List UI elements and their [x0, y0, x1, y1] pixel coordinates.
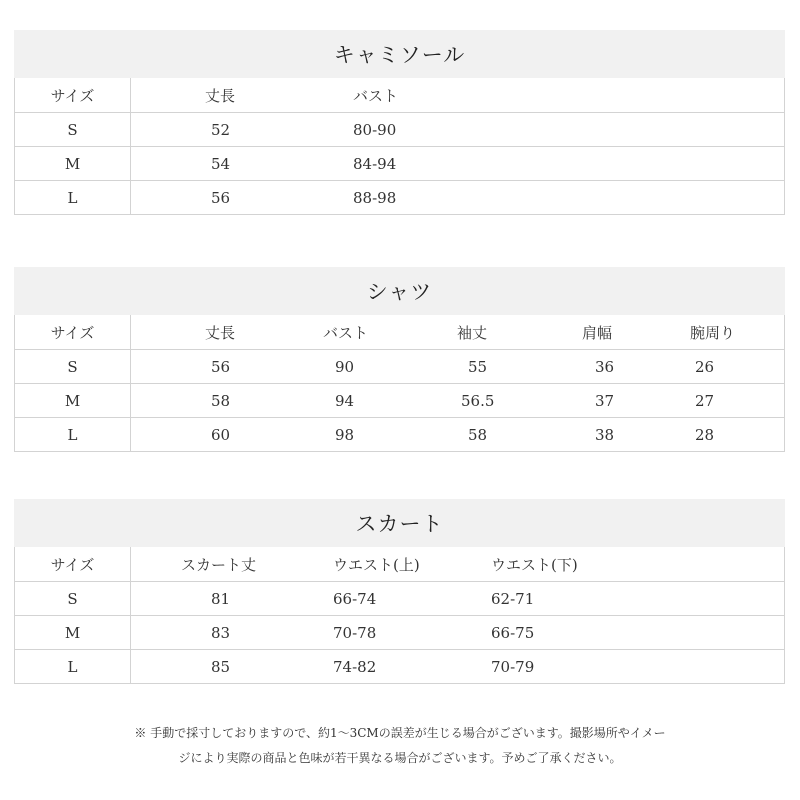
arm-cell: 26 [695, 357, 715, 376]
table-row [14, 112, 785, 146]
sleeve-cell: 55 [468, 357, 488, 376]
header-waist-lower: ウエスト(下) [491, 555, 578, 574]
sleeve-cell: 58 [468, 425, 488, 444]
length-cell: 58 [211, 391, 231, 410]
bust-cell: 90 [335, 357, 355, 376]
header-size: サイズ [50, 86, 95, 105]
bust-cell: 94 [335, 391, 355, 410]
skirt-size-table [14, 499, 785, 684]
waist-lower-cell: 70-79 [491, 657, 535, 676]
table-row [14, 146, 785, 180]
length-cell: 54 [211, 154, 231, 173]
size-cell: L [67, 425, 78, 444]
waist-upper-cell: 66-74 [333, 589, 377, 608]
shoulder-cell: 36 [595, 357, 615, 376]
notes-line-2: ジにより実際の商品と色味が若干異なる場合がございます。予めご了承ください。 [178, 751, 622, 765]
header-arm: 腕周り [690, 323, 736, 342]
header-size: サイズ [50, 555, 95, 574]
table-row [14, 383, 785, 417]
header-bust: バスト [353, 86, 399, 105]
header-skirt-length: スカート丈 [181, 555, 257, 574]
bust-cell: 84-94 [353, 154, 397, 173]
arm-cell: 28 [695, 425, 715, 444]
sleeve-cell: 56.5 [461, 391, 495, 410]
size-cell: M [64, 391, 81, 410]
table-title: スカート [14, 499, 785, 547]
table-row [14, 615, 785, 649]
header-size: サイズ [50, 323, 95, 342]
arm-cell: 27 [695, 391, 715, 410]
table-row [14, 581, 785, 615]
length-cell: 52 [211, 120, 231, 139]
length-cell: 60 [211, 425, 231, 444]
size-cell: L [67, 188, 78, 207]
skirt-length-cell: 81 [211, 589, 231, 608]
header-length: 丈長 [205, 86, 236, 105]
header-length: 丈長 [205, 323, 236, 342]
size-cell: M [64, 623, 81, 642]
header-waist-upper: ウエスト(上) [333, 555, 420, 574]
shoulder-cell: 38 [595, 425, 615, 444]
size-cell: S [67, 357, 78, 376]
shirt-size-table [14, 267, 785, 452]
waist-upper-cell: 74-82 [333, 657, 377, 676]
table-row [14, 180, 785, 214]
bust-cell: 98 [335, 425, 355, 444]
notes-line-1: ※ 手動で採寸しておりますので、約1～3CMの誤差が生じる場合がございます。撮影場所やイメー [134, 726, 666, 740]
size-cell: S [67, 120, 78, 139]
table-header-row [14, 547, 785, 581]
bust-cell: 88-98 [353, 188, 397, 207]
table-row [14, 649, 785, 683]
length-cell: 56 [211, 357, 231, 376]
measurement-notes [0, 721, 800, 771]
header-bust: バスト [323, 323, 369, 342]
size-cell: S [67, 589, 78, 608]
table-header-row [14, 315, 785, 349]
table-title: キャミソール [14, 30, 785, 78]
waist-lower-cell: 62-71 [491, 589, 535, 608]
size-cell: M [64, 154, 81, 173]
header-sleeve: 袖丈 [457, 323, 488, 342]
waist-upper-cell: 70-78 [333, 623, 377, 642]
skirt-length-cell: 85 [211, 657, 231, 676]
camisole-size-table [14, 30, 785, 215]
table-header-row [14, 78, 785, 112]
table-row [14, 349, 785, 383]
skirt-length-cell: 83 [211, 623, 231, 642]
table-row [14, 417, 785, 451]
header-shoulder: 肩幅 [582, 323, 613, 342]
bust-cell: 80-90 [353, 120, 397, 139]
shoulder-cell: 37 [595, 391, 615, 410]
waist-lower-cell: 66-75 [491, 623, 535, 642]
table-title: シャツ [14, 267, 785, 315]
size-cell: L [67, 657, 78, 676]
length-cell: 56 [211, 188, 231, 207]
